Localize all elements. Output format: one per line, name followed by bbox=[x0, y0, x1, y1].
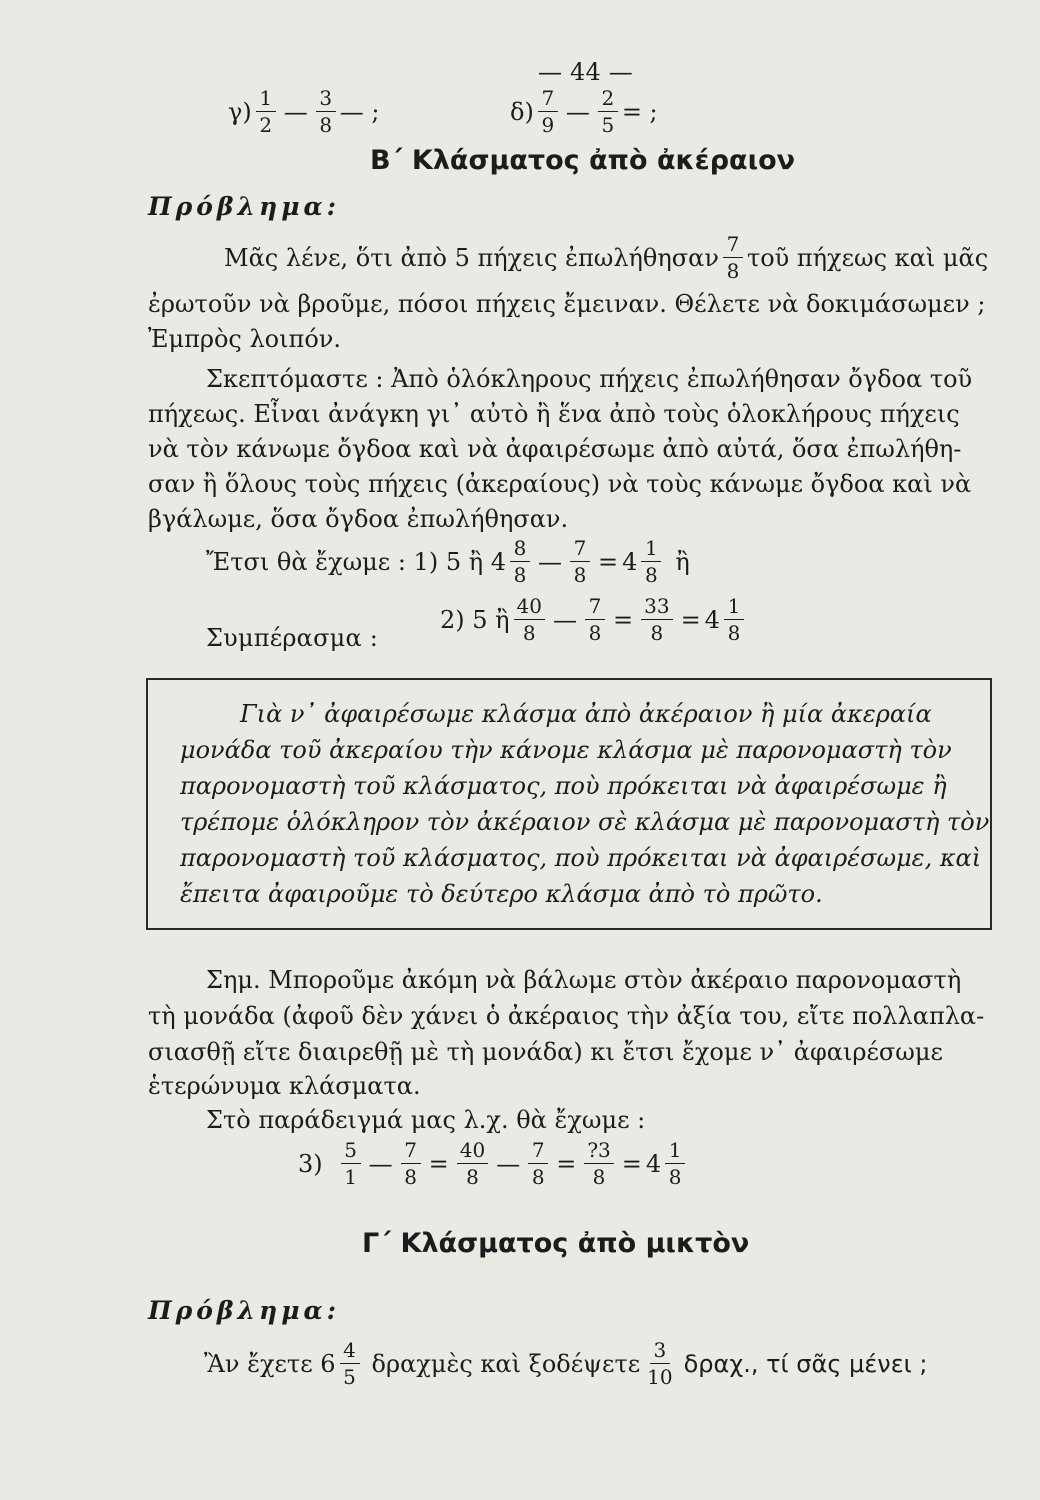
problem-label-c: Πρόβλημα: bbox=[148, 1296, 340, 1325]
paragraph-1-line-3: Ἐμπρὸς λοιπόν. bbox=[148, 325, 341, 353]
fraction: $\frac{40}{8}$ bbox=[457, 1140, 488, 1187]
fraction: $\frac{3}{8}$ bbox=[316, 88, 336, 135]
text: δραχ., τί σᾶς μένει ; bbox=[683, 1349, 928, 1378]
fraction: $\frac{3}{10}$ bbox=[647, 1338, 673, 1389]
exercise-gamma-end: — ; bbox=[339, 97, 380, 126]
fraction: $\frac{7}{8}$ bbox=[401, 1140, 421, 1187]
text: 4 bbox=[622, 547, 638, 576]
paragraph-2-line-1: Σκεπτόμαστε : Ἀπὸ ὁλόκληρους πήχεις ἐπωλήθησαν ὄγδοα τοῦ bbox=[206, 365, 973, 393]
fraction: $\frac{8}{8}$ bbox=[510, 538, 530, 585]
exercise-delta-label: δ) bbox=[510, 97, 534, 126]
note-line-1: Σημ. Μποροῦμε ἀκόμη νὰ βάλωμε στὸν ἀκέραιο παρονομαστὴ bbox=[206, 966, 962, 994]
rule-line-4: τρέπομε ὁλόκληρον τὸν ἀκέραιον σὲ κλάσμα μὲ παρονομαστὴ τὸν bbox=[180, 808, 990, 836]
equation-1: Ἔτσι θὰ ἔχωμε : 1) 5 ἢ 4 $\frac{8}{8}$ — $\frac{7}{8}$ = 4 $\frac{1}{8}$ ἢ bbox=[206, 536, 690, 587]
fraction: $\frac{33}{8}$ bbox=[641, 596, 672, 643]
text: Ἔτσι θὰ ἔχωμε : 1) 5 ἢ 4 bbox=[206, 547, 506, 576]
text: ἢ bbox=[675, 547, 690, 576]
fraction: $\frac{7}{9}$ bbox=[538, 88, 558, 135]
fraction: $\frac{2}{5}$ bbox=[598, 88, 618, 135]
rule-line-6: ἔπειτα ἀφαιροῦμε τὸ δεύτερο κλάσμα ἀπὸ τὸ πρῶτο. bbox=[180, 880, 823, 908]
fraction: $\frac{?3}{8}$ bbox=[584, 1140, 613, 1187]
page-number: — 44 — bbox=[538, 58, 633, 86]
paragraph-2-line-5: βγάλωμε, ὅσα ὄγδοα ἐπωλήθησαν. bbox=[148, 505, 569, 533]
note-line-5: Στὸ παράδειγμά μας λ.χ. θὰ ἔχωμε : bbox=[206, 1106, 646, 1134]
text: τοῦ πήχεως καὶ μᾶς bbox=[746, 243, 989, 272]
text: δραχμὲς καὶ ξοδέψετε bbox=[371, 1349, 641, 1378]
text: Μᾶς λένε, ὅτι ἀπὸ 5 πήχεις ἐπωλήθησαν bbox=[224, 243, 719, 272]
conclusion-label: Συμπέρασμα : bbox=[206, 624, 378, 652]
rule-box-bottom-border bbox=[146, 928, 992, 930]
fraction: $\frac{40}{8}$ bbox=[514, 596, 545, 643]
fraction: $\frac{1}{2}$ bbox=[256, 88, 276, 135]
text: 4 bbox=[704, 605, 720, 634]
equation-3: 3) $\frac{5}{1}$ — $\frac{7}{8}$ = $\frac{40}{8}$ — $\frac{7}{8}$ = $\frac{?3}{8}$ = 4 $\frac{1}{8}$ bbox=[298, 1140, 689, 1187]
fraction: $\frac{1}{8}$ bbox=[641, 538, 661, 585]
fraction: $\frac{4}{5}$ bbox=[340, 1340, 360, 1387]
problem-label-b: Πρόβλημα: bbox=[148, 192, 340, 221]
fraction: $\frac{1}{8}$ bbox=[665, 1140, 685, 1187]
note-line-4: ἑτερώνυμα κλάσματα. bbox=[148, 1072, 421, 1100]
fraction: $\frac{5}{1}$ bbox=[341, 1140, 361, 1187]
paragraph-1-line-1 bbox=[224, 234, 988, 281]
fraction: $\frac{7}{8}$ bbox=[570, 538, 590, 585]
text: 4 bbox=[645, 1149, 662, 1178]
paragraph-1-line-2: ἐρωτοῦν νὰ βροῦμε, πόσοι πήχεις ἔμειναν. Θέλετε νὰ δοκιμάσωμεν ; bbox=[148, 290, 986, 318]
text: 2) 5 ἢ bbox=[440, 605, 510, 634]
text: 3) bbox=[298, 1149, 323, 1178]
rule-line-2: μονάδα τοῦ ἀκεραίου τὴν κάνομε κλάσμα μὲ παρονομαστὴ τὸν bbox=[180, 736, 952, 764]
paragraph-2-line-3: νὰ τὸν κάνωμε ὄγδοα καὶ νὰ ἀφαιρέσωμε ἀπὸ αὐτά, ὅσα ἐπωλήθη- bbox=[148, 435, 962, 463]
fraction: $\frac{1}{8}$ bbox=[724, 596, 744, 643]
section-b-heading: Β΄ Κλάσματος ἀπὸ ἀκέραιον bbox=[370, 145, 796, 176]
rule-line-5: παρονομαστὴ τοῦ κλάσματος, ποὺ πρόκειται νὰ ἀφαιρέσωμε, καὶ bbox=[180, 844, 982, 872]
rule-line-1: Γιὰ ν᾿ ἀφαιρέσωμε κλάσμα ἀπὸ ἀκέραιον ἢ μία ἀκεραία bbox=[240, 700, 932, 728]
exercise-delta-end: = ; bbox=[621, 97, 658, 126]
fraction: $\frac{7}{8}$ bbox=[528, 1140, 548, 1187]
paragraph-2-line-4: σαν ἢ ὅλους τοὺς πήχεις (ἀκεραίους) νὰ τοὺς κάνωμε ὄγδοα καὶ νὰ bbox=[148, 470, 972, 498]
section-c-heading: Γ΄ Κλάσματος ἀπὸ μικτὸν bbox=[362, 1228, 750, 1259]
fraction: $\frac{7}{8}$ bbox=[723, 234, 743, 281]
exercise-delta: δ) $\frac{7}{9}$ — $\frac{2}{5}$ = ; bbox=[510, 86, 658, 137]
rule-line-3: παρονομαστὴ τοῦ κλάσματος, ποὺ πρόκειται νὰ ἀφαιρέσωμε ἢ bbox=[180, 772, 947, 800]
text: Ἂν ἔχετε 6 bbox=[204, 1349, 336, 1378]
paragraph-2-line-2: πήχεως. Εἶναι ἀνάγκη γι᾿ αὐτὸ ἢ ἕνα ἀπὸ τοὺς ὁλοκλήρους πήχεις bbox=[148, 400, 960, 428]
equation-2: 2) 5 ἢ $\frac{40}{8}$ — $\frac{7}{8}$ = $\frac{33}{8}$ = 4 $\frac{1}{8}$ bbox=[440, 596, 748, 643]
note-line-2: τὴ μονάδα (ἀφοῦ δὲν χάνει ὁ ἀκέραιος τὴν ἀξία του, εἴτε πολλαπλα- bbox=[148, 1002, 985, 1030]
exercise-gamma: γ) $\frac{1}{2}$ — $\frac{3}{8}$ — ; bbox=[228, 86, 380, 137]
problem-c-text bbox=[204, 1340, 928, 1387]
exercise-gamma-label: γ) bbox=[228, 97, 252, 126]
note-line-3: σιασθῇ εἴτε διαιρεθῇ μὲ τὴ μονάδα) κι ἔτσι ἔχομε ν᾿ ἀφαιρέσωμε bbox=[148, 1038, 943, 1066]
fraction: $\frac{7}{8}$ bbox=[585, 596, 605, 643]
